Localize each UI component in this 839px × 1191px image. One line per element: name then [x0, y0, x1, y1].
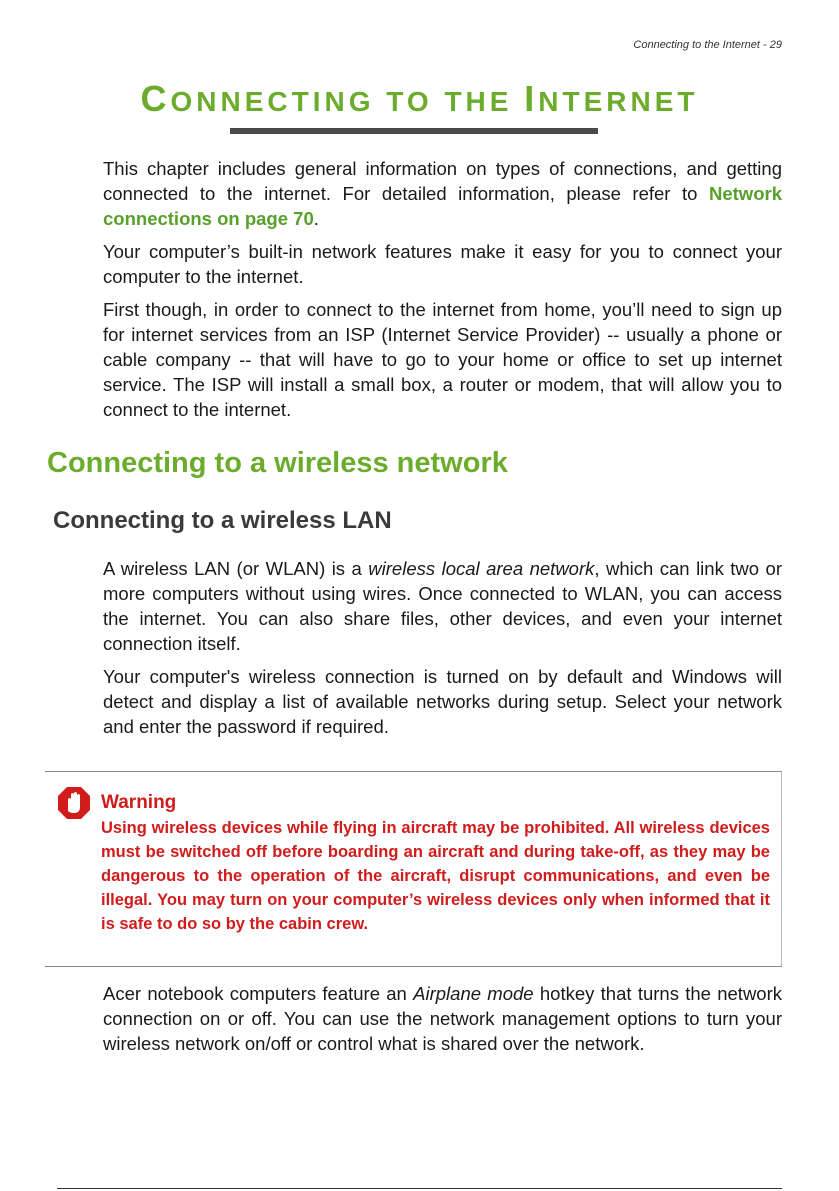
subsection-heading: Connecting to a wireless LAN	[53, 507, 392, 534]
warning-box	[45, 771, 782, 967]
footer-rule	[57, 1188, 782, 1189]
intro-paragraph-1: This chapter includes general information on types of connections, and getting connected to the internet. For detailed information, please refer to Network connections on page 70.	[103, 158, 782, 229]
warning-title: Warning	[101, 792, 177, 813]
intro-section	[103, 156, 782, 430]
intro-paragraph-2: Your computer’s built-in network features make it easy for you to connect your computer to the internet.	[103, 241, 782, 287]
warning-hand-icon	[56, 785, 92, 821]
network-connections-link[interactable]: Network connections on page 70	[103, 183, 782, 229]
running-header: Connecting to the Internet - 29	[633, 39, 782, 51]
warning-text: Using wireless devices while flying in aircraft may be prohibited. All wireless devices must be switched off before boarding an aircraft and during take-off, as they may be dangerous to the operation of the aircraft, disrupt communications, and even be illegal. You may turn on your computer’s wireless devices only when informed that it is safe to do so by the cabin crew.	[101, 819, 770, 933]
closing-section	[103, 981, 782, 1064]
chapter-title: CONNECTING TO THE INTERNET	[140, 78, 699, 119]
intro-paragraph-3: First though, in order to connect to the internet from home, you’ll need to sign up for internet services from an ISP (Internet Service Provider) -- usually a phone or cable company -- that will have to go to your home or office to set up internet service. The ISP will install a small box, a router or modem, that will allow you to connect to the internet.	[103, 299, 782, 420]
title-underline	[230, 128, 598, 134]
section-heading: Connecting to a wireless network	[47, 447, 508, 479]
wlan-paragraph-2: Your computer's wireless connection is turned on by default and Windows will detect and display a list of available networks during setup. Select your network and enter the password if required.	[103, 666, 782, 737]
wlan-paragraph-1: A wireless LAN (or WLAN) is a wireless local area network, which can link two or more computers without using wires. Once connected to WLAN, you can access the internet. You can also share files, other devices, and even your internet connection itself.	[103, 558, 783, 654]
wlan-section	[103, 556, 782, 747]
closing-paragraph: Acer notebook computers feature an Airplane mode hotkey that turns the network connection on or off. You can use the network management options to turn your wireless network on/off or control what is shared over the network.	[103, 983, 783, 1054]
